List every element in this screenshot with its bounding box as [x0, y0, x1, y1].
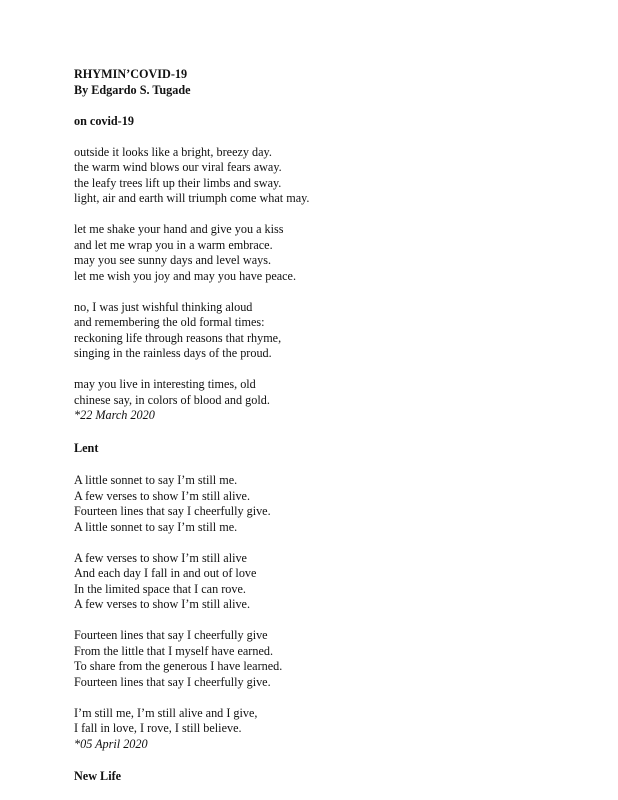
poem-date: *05 April 2020: [74, 736, 148, 751]
stanza: [74, 551, 618, 613]
verse-line: the leafy trees lift up their limbs and sway.: [74, 175, 282, 190]
verse-line: no, I was just wishful thinking aloud: [74, 299, 253, 314]
document-title: RHYMIN’COVID-19: [74, 67, 188, 81]
stanza: [74, 473, 618, 535]
verse-line: A few verses to show I’m still alive.: [74, 488, 251, 503]
verse-line: outside it looks like a bright, breezy day.: [74, 144, 272, 159]
verse-line: let me shake your hand and give you a kiss: [74, 222, 284, 236]
verse-line: A few verses to show I’m still alive.: [74, 597, 251, 611]
verse-line: I’m still me, I’m still alive and I give,: [74, 705, 258, 720]
verse-line: I fall in love, I rove, I still believe.: [74, 721, 242, 735]
poem-title: New Life: [74, 769, 122, 783]
stanza: [74, 706, 618, 753]
verse-line: Fourteen lines that say I cheerfully give: [74, 628, 268, 642]
verse-line: Fourteen lines that say I cheerfully give.: [74, 504, 271, 518]
poem-date: *22 March 2020: [74, 408, 155, 422]
verse-line: And each day I fall in and out of love: [74, 566, 257, 580]
verse-line: Fourteen lines that say I cheerfully give.: [74, 674, 271, 689]
stanza: [74, 377, 618, 424]
poem-title: Lent: [74, 440, 99, 455]
verse-line: may you live in interesting times, old: [74, 377, 256, 391]
verse-line: To share from the generous I have learned.: [74, 659, 283, 673]
verse-line: may you see sunny days and level ways.: [74, 253, 271, 267]
stanza: [74, 628, 618, 690]
verse-line: A little sonnet to say I’m still me.: [74, 473, 238, 487]
verse-line: singing in the rainless days of the proud.: [74, 346, 272, 360]
verse-line: A few verses to show I’m still alive: [74, 550, 247, 565]
verse-line: the warm wind blows our viral fears away.: [74, 160, 282, 174]
verse-line: From the little that I myself have earned.: [74, 643, 273, 658]
poem-title: on covid-19: [74, 113, 134, 128]
stanza: [74, 222, 618, 284]
verse-line: A little sonnet to say I’m still me.: [74, 519, 238, 534]
author-byline: By Edgardo S. Tugade: [74, 82, 191, 97]
verse-line: light, air and earth will triumph come what may.: [74, 191, 310, 205]
verse-line: reckoning life through reasons that rhyme,: [74, 330, 282, 345]
verse-line: chinese say, in colors of blood and gold.: [74, 392, 270, 407]
verse-line: and let me wrap you in a warm embrace.: [74, 237, 273, 252]
verse-line: and remembering the old formal times:: [74, 315, 265, 329]
verse-line: let me wish you joy and may you have peace.: [74, 268, 297, 283]
stanza: [74, 300, 618, 362]
stanza: [74, 145, 618, 207]
verse-line: In the limited space that I can rove.: [74, 581, 246, 596]
